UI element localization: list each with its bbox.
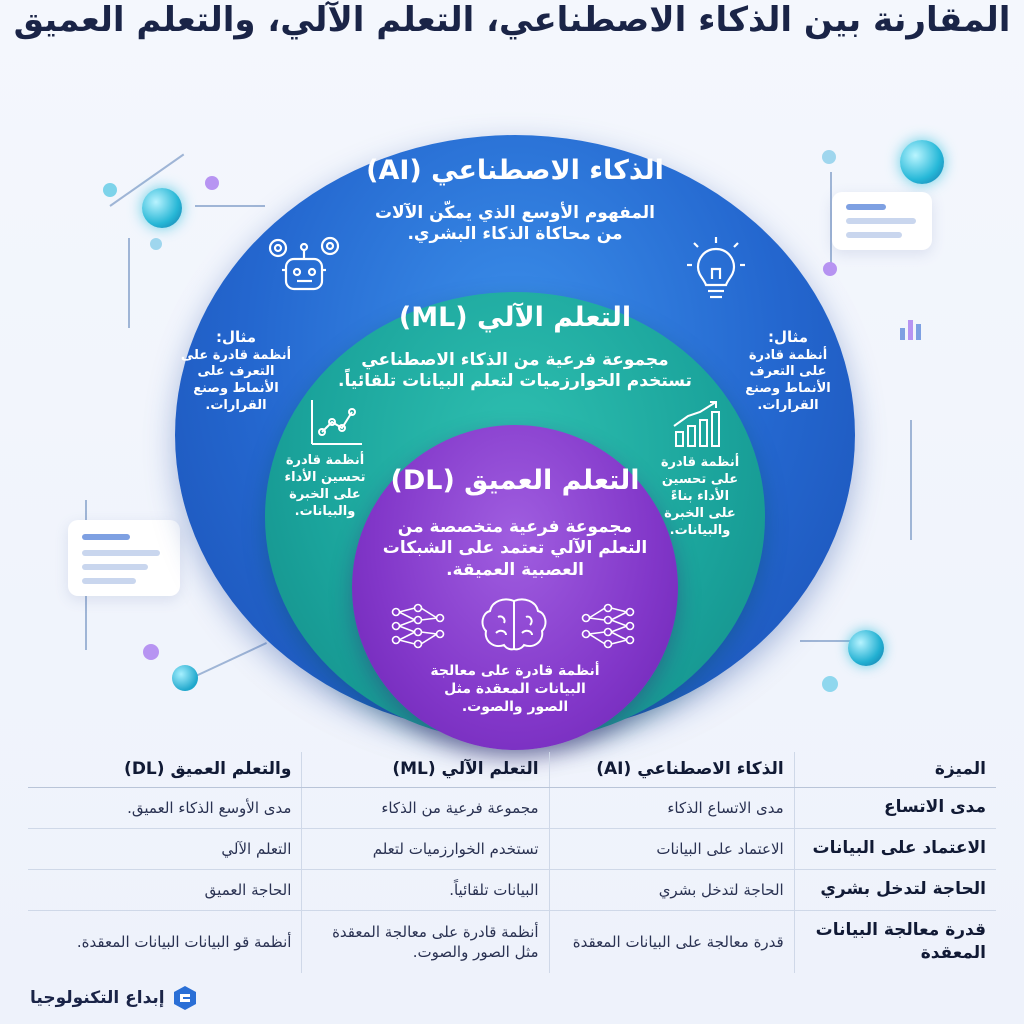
table-cell: مدى الاتساع الذكاء bbox=[550, 788, 795, 828]
table-cell: تستخدم الخوارزميات لتعلم bbox=[302, 829, 549, 869]
table-row bbox=[28, 870, 996, 911]
table-cell: الاعتماد على البيانات bbox=[812, 838, 986, 859]
molecule-node-icon bbox=[143, 644, 159, 660]
table-row bbox=[28, 829, 996, 870]
table-cell: مدى الاتساع bbox=[883, 797, 986, 818]
table-cell: أنظمة قادرة على معالجة المعقدة مثل الصور والصوت. bbox=[302, 911, 549, 973]
ml-heading: التعلم الآلي (ML) bbox=[398, 302, 632, 333]
table-cell: مدى الأوسع الذكاء العميق. bbox=[28, 788, 302, 828]
table-header-row bbox=[28, 752, 996, 788]
table-row bbox=[28, 911, 996, 973]
table-cell: الاعتماد على البيانات bbox=[550, 829, 795, 869]
document-card-icon bbox=[68, 520, 180, 596]
ml-example-left: أنظمة قادرة تحسين الأداء على الخبرة والبيانات. bbox=[284, 453, 366, 519]
molecule-node-icon bbox=[848, 630, 884, 666]
table-cell: قدرة معالجة على البيانات المعقدة bbox=[550, 911, 795, 973]
table-cell: أنظمة قو البيانات البيانات المعقدة. bbox=[28, 911, 302, 973]
brain-icon bbox=[478, 595, 550, 653]
connector-line bbox=[128, 238, 130, 328]
molecule-node-icon bbox=[103, 183, 117, 197]
ai-heading: الذكاء الاصطناعي (AI) bbox=[366, 155, 664, 186]
table-row bbox=[28, 788, 996, 829]
scatter-plot-icon bbox=[308, 398, 364, 448]
ai-description: المفهوم الأوسع الذي يمكّن الآلات من محاكاة الذكاء البشري. bbox=[374, 203, 656, 245]
dl-heading: التعلم العميق (DL) bbox=[390, 465, 640, 496]
table-header-cell: الميزة bbox=[934, 759, 986, 779]
robot-gears-icon bbox=[262, 232, 352, 307]
ai-example-right: مثال: أنظمة قادرة على التعرف الأنماط وصنع القرارات. bbox=[745, 328, 831, 414]
dl-example: أنظمة قادرة على معالجة البيانات المعقدة مثل الصور والصوت. bbox=[430, 663, 600, 716]
molecule-node-icon bbox=[822, 150, 836, 164]
comparison-table bbox=[28, 752, 996, 973]
neural-network-icon bbox=[388, 600, 448, 650]
brand bbox=[30, 985, 197, 1011]
molecule-node-icon bbox=[172, 665, 198, 691]
bar-chart-icon bbox=[898, 312, 928, 342]
table-header-cell: الذكاء الاصطناعي (AI) bbox=[550, 752, 795, 787]
lightbulb-icon bbox=[686, 235, 746, 310]
molecule-node-icon bbox=[150, 238, 162, 250]
table-cell: الحاجة لتدخل بشري bbox=[550, 870, 795, 910]
molecule-node-icon bbox=[900, 140, 944, 184]
connector-line bbox=[195, 205, 265, 207]
molecule-node-icon bbox=[823, 262, 837, 276]
table-cell: قدرة معالجة البيانات المعقدة bbox=[815, 920, 986, 963]
table-cell: التعلم الآلي bbox=[28, 829, 302, 869]
ml-description: مجموعة فرعية من الذكاء الاصطناعي تستخدم الخوارزميات لتعلم البيانات تلقائياً. bbox=[338, 350, 692, 392]
table-cell: البيانات تلقائياً. bbox=[302, 870, 549, 910]
molecule-node-icon bbox=[205, 176, 219, 190]
connector-line bbox=[910, 420, 912, 540]
table-cell: الحاجة لتدخل بشري bbox=[820, 879, 986, 900]
table-cell: مجموعة فرعية من الذكاء bbox=[302, 788, 549, 828]
molecule-node-icon bbox=[822, 676, 838, 692]
neural-network-icon bbox=[578, 600, 638, 650]
document-card-icon bbox=[832, 192, 932, 250]
brand-logo-icon bbox=[173, 985, 197, 1011]
molecule-node-icon bbox=[142, 188, 182, 228]
dl-description: مجموعة فرعية متخصصة من التعلم الآلي تعتمد على الشبكات العصبية العميقة. bbox=[382, 517, 648, 580]
table-header-cell: والتعلم العميق (DL) bbox=[28, 752, 302, 787]
table-cell: الحاجة العميق bbox=[28, 870, 302, 910]
page-title: المقارنة بين الذكاء الاصطناعي، التعلم الآلي، والتعلم العميق bbox=[13, 0, 1011, 40]
ai-example-left: مثال: أنظمة قادرة على التعرف على الأنماط وصنع القرارات. bbox=[180, 328, 292, 414]
growth-chart-icon bbox=[668, 400, 724, 450]
ml-example-right: أنظمة قادرة على تحسين الأداء بناءً على الخبرة والبيانات. bbox=[660, 455, 740, 538]
table-header-cell: التعلم الآلي (ML) bbox=[302, 752, 549, 787]
brand-name: إبداع التكنولوجيا bbox=[30, 988, 165, 1008]
